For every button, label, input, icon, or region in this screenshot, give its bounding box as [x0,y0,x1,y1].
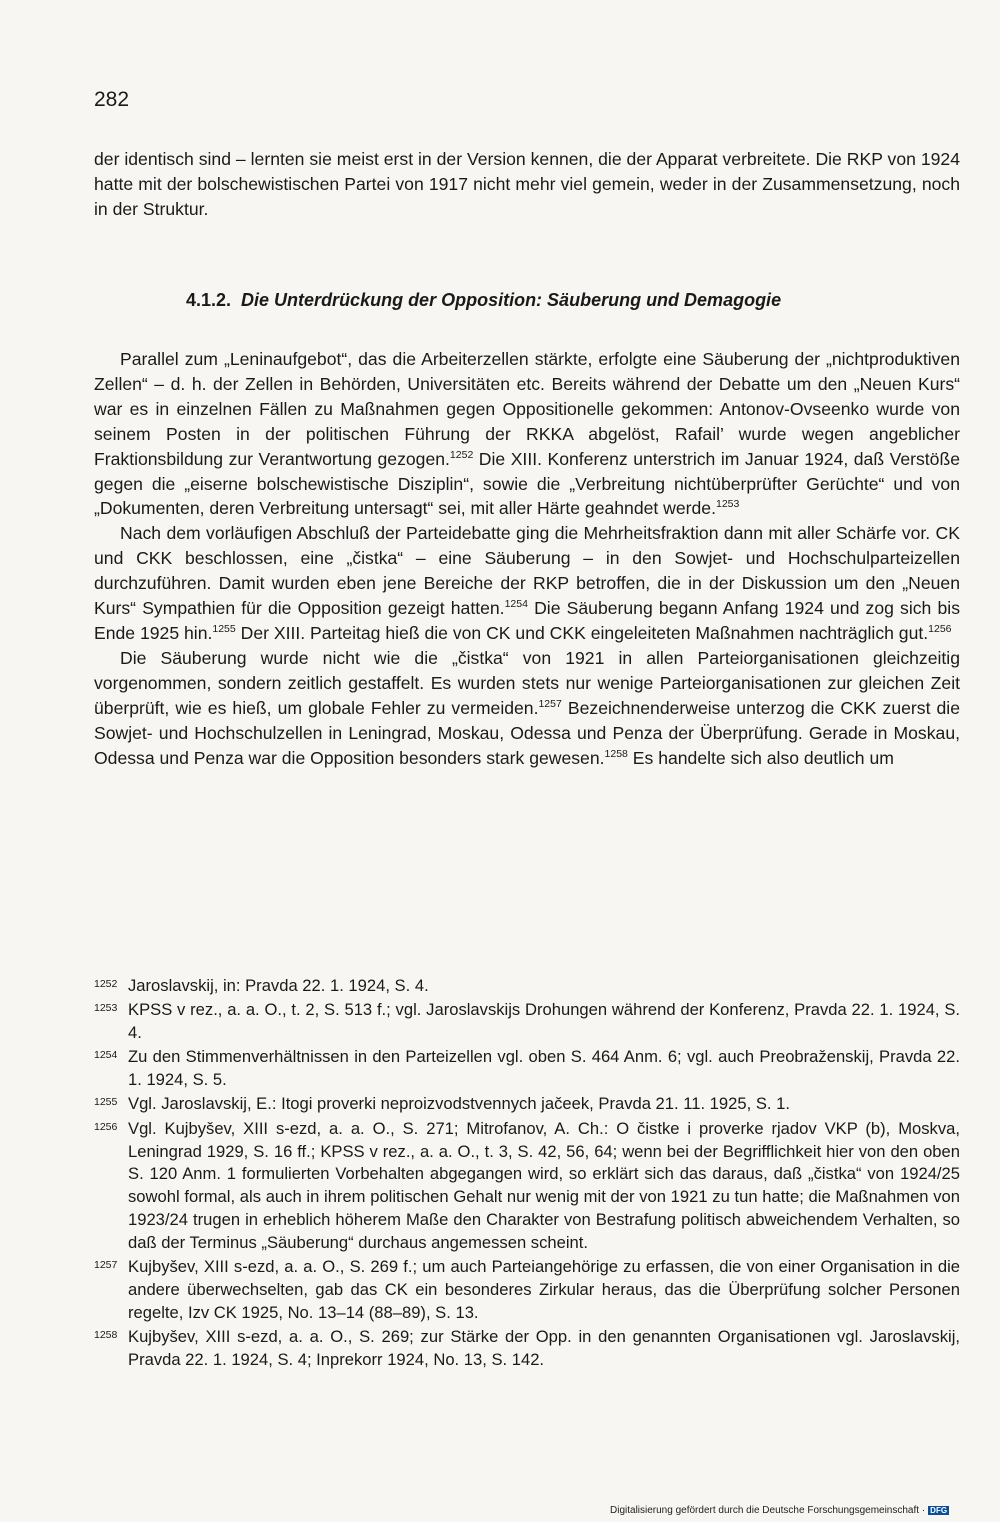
text-segment: Die XIII. Konferenz unterstrich im Januar 1924, daß Verstöße gegen die „eiserne bolschewistische Disziplin“, sowie die „Verbreitung nichtüberprüfter Gerüchte“ und von „Dokumenten, deren Verbreitung untersagt“ sei, mit aller Härte geahndet werde. [94,448,960,519]
footnotes [94,975,960,1373]
section-heading-title: Die Unterdrückung der Opposition: Säuberung und Demagogie [241,290,782,310]
footer-text: Digitalisierung gefördert durch die Deutsche Forschungsgemeinschaft · [610,1505,926,1516]
footnote-number: 1255 [94,1096,118,1109]
text-segment: Der XIII. Parteitag hieß die von CK und CKK eingeleiteten Maßnahmen nachträglich gut. [235,622,929,643]
section-body [94,347,960,770]
dfg-logo-icon: DFG [930,1506,948,1515]
footnote-text: Jaroslavskij, in: Pravda 22. 1. 1924, S. 4. [128,976,429,995]
footnote [94,1046,960,1092]
footnote-ref[interactable]: 1254 [504,598,528,611]
footnote-number: 1253 [94,1002,118,1015]
footnote [94,999,960,1045]
text-segment: Bezeichnenderweise unterzog die CKK zuerst die Sowjet- und Hochschulzellen in Leningrad, Moskau, Odessa und Penza der Überprüfung. Gerade in Moskau, Odessa und Penza war die Opposition besonders stark gewesen. [94,697,960,768]
paragraph-2 [94,521,960,646]
footnote-text: Vgl. Kujbyšev, XIII s-ezd, a. a. O., S. 271; Mitrofanov, A. Ch.: O čistke i proverke rjadov VKP (b), Moskva, Leningrad 1929, S. 16 ff.; KPSS v rez., a. a. O., t. 3, S. 42, 56, 64; wenn bei der Begrifflichkeit hier von den oben S. 120 Anm. 1 formulierten Vorbehalten abgegangen wird, so erklärt sich das daraus, daß „čistka“ von 1924/25 sowohl formal, als auch in ihrem politischen Gehalt nur wenig mit der von 1921 zu tun hatte; die Maßnahmen von 1923/24 trugen in erheblich höherem Maße den Charakter von Bestrafung politisch abweichendem Verhalten, so daß der Terminus „Säuberung“ durchaus angemessen scheint. [128,1118,960,1252]
text-segment: Die Säuberung begann Anfang 1924 und zog sich bis Ende 1925 hin. [94,598,960,643]
footnote-text: Kujbyšev, XIII s-ezd, a. a. O., S. 269; zur Stärke der Opp. in den genannten Organisationen vgl. Jaroslavskij, Pravda 22. 1. 1924, S. 4; Inprekorr 1924, No. 13, S. 142. [128,1326,960,1369]
text-segment: Parallel zum „Leninaufgebot“, das die Arbeiterzellen stärkte, erfolgte eine Säuberung der „nichtproduktiven Zellen“ – d. h. der Zellen in Behörden, Universitäten etc. Bereits während der Debatte um den „Neuen Kurs“ war es in einzelnen Fällen zu Maßnahmen gegen Oppositionelle gekommen: Antonov-Ovseenko wurde von seinem Posten in der politischen Führung der RKKA abgelöst, Rafail’ wurde wegen angeblicher Fraktionsbildung zur Verantwortung gezogen. [94,349,960,469]
intro-paragraph: der identisch sind – lernten sie meist erst in der Version kennen, die der Apparat verbreitete. Die RKP von 1924 hatte mit der bolschewistischen Partei von 1917 nicht mehr viel gemein, weder in der Zusammensetzung, noch in der Struktur. [94,149,960,219]
footnote-ref[interactable]: 1255 [212,622,236,635]
digitization-footer [610,1505,949,1516]
footnote-number: 1256 [94,1120,118,1133]
footnote [94,975,960,998]
page-number: 282 [94,88,130,111]
section-heading-number: 4.1.2. [186,290,232,310]
footnote-ref[interactable]: 1258 [604,747,628,760]
text-segment: Die Säuberung wurde nicht wie die „čistka“ von 1921 in allen Parteiorganisationen gleichzeitig vorgenommen, sondern zeitlich gestaffelt. Es wurden stets nur wenige Parteiorganisationen zur gleichen Zeit überprüft, wie es hieß, um globale Fehler zu vermeiden. [94,647,960,718]
footnote-text: KPSS v rez., a. a. O., t. 2, S. 513 f.; vgl. Jaroslavskijs Drohungen während der Konferenz, Pravda 22. 1. 1924, S. 4. [128,1000,960,1043]
footnote-text: Zu den Stimmenverhältnissen in den Parteizellen vgl. oben S. 464 Anm. 6; vgl. auch Preobraženskij, Pravda 22. 1. 1924, S. 5. [128,1047,960,1090]
footnote-text: Vgl. Jaroslavskij, E.: Itogi proverki neproizvodstvennych jačeek, Pravda 21. 11. 1925, S. 1. [128,1094,790,1114]
footnote-ref[interactable]: 1256 [928,622,952,635]
footnote [94,1118,960,1255]
footnote-text: Kujbyšev, XIII s-ezd, a. a. O., S. 269 f.; um auch Parteiangehörige zu erfassen, die von einer Organisation in die andere überwechselten, gab das CK ein besonderes Zirkular heraus, das die Überprüfung solcher Personen regelte, Izv CK 1925, No. 13–14 (88–89), S. 13. [128,1257,960,1322]
footnote-number: 1252 [94,978,118,990]
footnote-ref[interactable]: 1257 [538,697,562,710]
footnote-ref[interactable]: 1253 [715,498,740,511]
footnote [94,1326,960,1372]
paragraph-1 [94,347,960,521]
section-heading [186,290,781,311]
text-segment: Nach dem vorläufigen Abschluß der Parteidebatte ging die Mehrheitsfraktion dann mit aller Schärfe vor. CK und CKK beschlossen, eine „čistka“ – eine Säuberung – in den Sowjet- und Hochschulparteizellen durchzuführen. Damit wurden eben jene Bereiche der RKP betroffen, die in der Diskussion um den „Neuen Kurs“ Sympathien für die Opposition gezeigt hatten. [94,523,960,619]
text-segment: Es handelte sich also deutlich um [627,747,894,768]
footnote [94,1256,960,1324]
footnote-number: 1254 [94,1049,118,1062]
footnote-ref[interactable]: 1252 [449,448,474,461]
paragraph-3 [94,646,960,771]
footnote [94,1093,960,1116]
footnote-number: 1257 [94,1259,118,1272]
footnote-number: 1258 [94,1328,118,1341]
